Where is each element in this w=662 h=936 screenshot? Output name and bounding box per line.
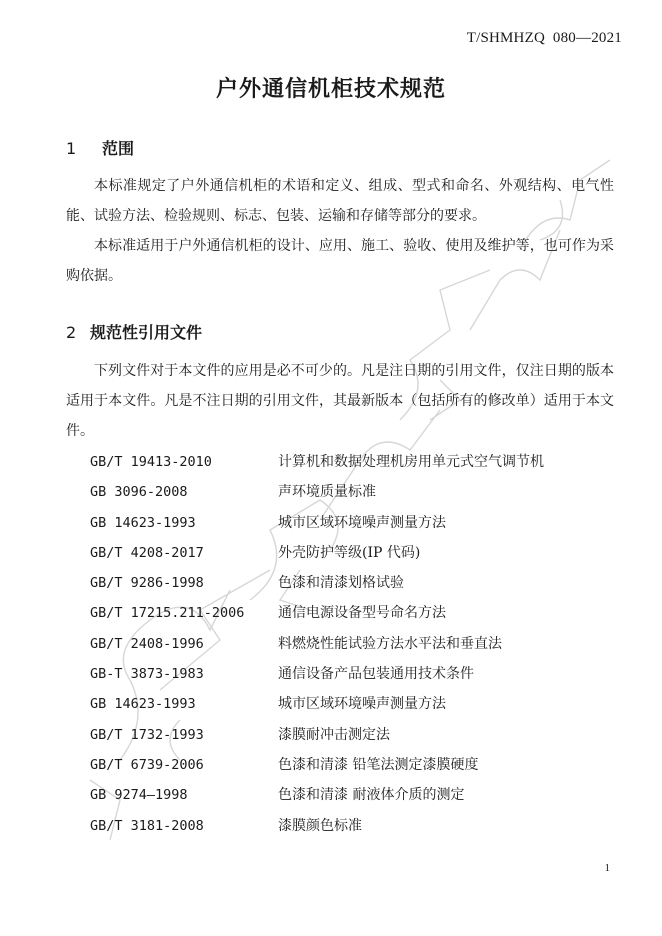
reference-code: GB 9274—1998 [90, 787, 188, 804]
reference-code: GB/T 2408-1996 [90, 635, 204, 652]
reference-item [90, 538, 544, 568]
reference-item [90, 598, 544, 628]
document-title: 户外通信机柜技术规范 [215, 77, 446, 102]
scope-applicability-paragraph: 本标准适用于户外通信机柜的设计、应用、施工、验收、使用及维护等，也可作为采购依据。 [66, 238, 614, 284]
reference-title: 通信电源设备型号命名方法 [278, 605, 446, 622]
reference-title: 漆膜颜色标准 [278, 817, 362, 834]
standard-code: T/SHMHZQ 080—2021 [466, 30, 622, 46]
reference-code: GB 14623-1993 [90, 514, 196, 531]
reference-item [90, 629, 544, 659]
reference-item [90, 477, 544, 507]
reference-code: GB/T 3181-2008 [90, 817, 204, 834]
section-number: 2 [66, 323, 77, 342]
reference-title: 色漆和清漆划格试验 [278, 575, 404, 592]
section-heading-normative-references [66, 320, 202, 343]
reference-title: 外壳防护等级(IP 代码) [278, 544, 421, 561]
section-title: 规范性引用文件 [90, 323, 203, 342]
reference-item [90, 720, 544, 750]
reference-title: 色漆和清漆 铅笔法测定漆膜硬度 [278, 756, 479, 773]
reference-item [90, 659, 544, 689]
reference-item [90, 780, 544, 810]
reference-item [90, 750, 544, 780]
reference-code: GB/T 6739-2006 [90, 756, 204, 773]
reference-code: GB/T 19413-2010 [90, 454, 212, 470]
reference-code: GB/T 17215.211-2006 [90, 605, 245, 622]
section-title: 范围 [102, 139, 135, 158]
reference-title: 通信设备产品包装通用技术条件 [278, 666, 474, 683]
reference-title: 城市区域环境噪声测量方法 [278, 696, 446, 713]
reference-code: GB/T 4208-2017 [90, 544, 204, 561]
reference-code: GB-T 3873-1983 [90, 666, 204, 683]
reference-code: GB/T 9286-1998 [90, 575, 204, 592]
reference-item [90, 811, 544, 841]
reference-title: 色漆和清漆 耐液体介质的测定 [278, 787, 465, 804]
reference-title: 漆膜耐冲击测定法 [278, 726, 390, 743]
reference-list [90, 447, 544, 841]
section-number: 1 [66, 139, 77, 158]
section-heading-scope [66, 136, 134, 159]
reference-title: 计算机和数据处理机房用单元式空气调节机 [278, 454, 544, 470]
page-number: 1 [604, 862, 610, 874]
reference-title: 料燃烧性能试验方法水平法和垂直法 [278, 635, 502, 652]
scope-paragraph: 本标准规定了户外通信机柜的术语和定义、组成、型式和命名、外观结构、电气性能、试验方法、检验规则、标志、包装、运输和存储等部分的要求。 [66, 178, 614, 224]
reference-title: 城市区域环境噪声测量方法 [278, 514, 446, 531]
reference-code: GB 14623-1993 [90, 696, 196, 713]
reference-title: 声环境质量标准 [278, 484, 376, 501]
reference-item [90, 508, 544, 538]
reference-code: GB/T 1732-1993 [90, 726, 204, 743]
reference-code: GB 3096-2008 [90, 484, 188, 501]
reference-item [90, 689, 544, 719]
reference-item [90, 447, 544, 477]
reference-item [90, 568, 544, 598]
references-intro-paragraph: 下列文件对于本文件的应用是必不可少的。凡是注日期的引用文件，仅注日期的版本适用于本文件。凡是不注日期的引用文件，其最新版本（包括所有的修改单）适用于本文件。 [66, 363, 614, 439]
